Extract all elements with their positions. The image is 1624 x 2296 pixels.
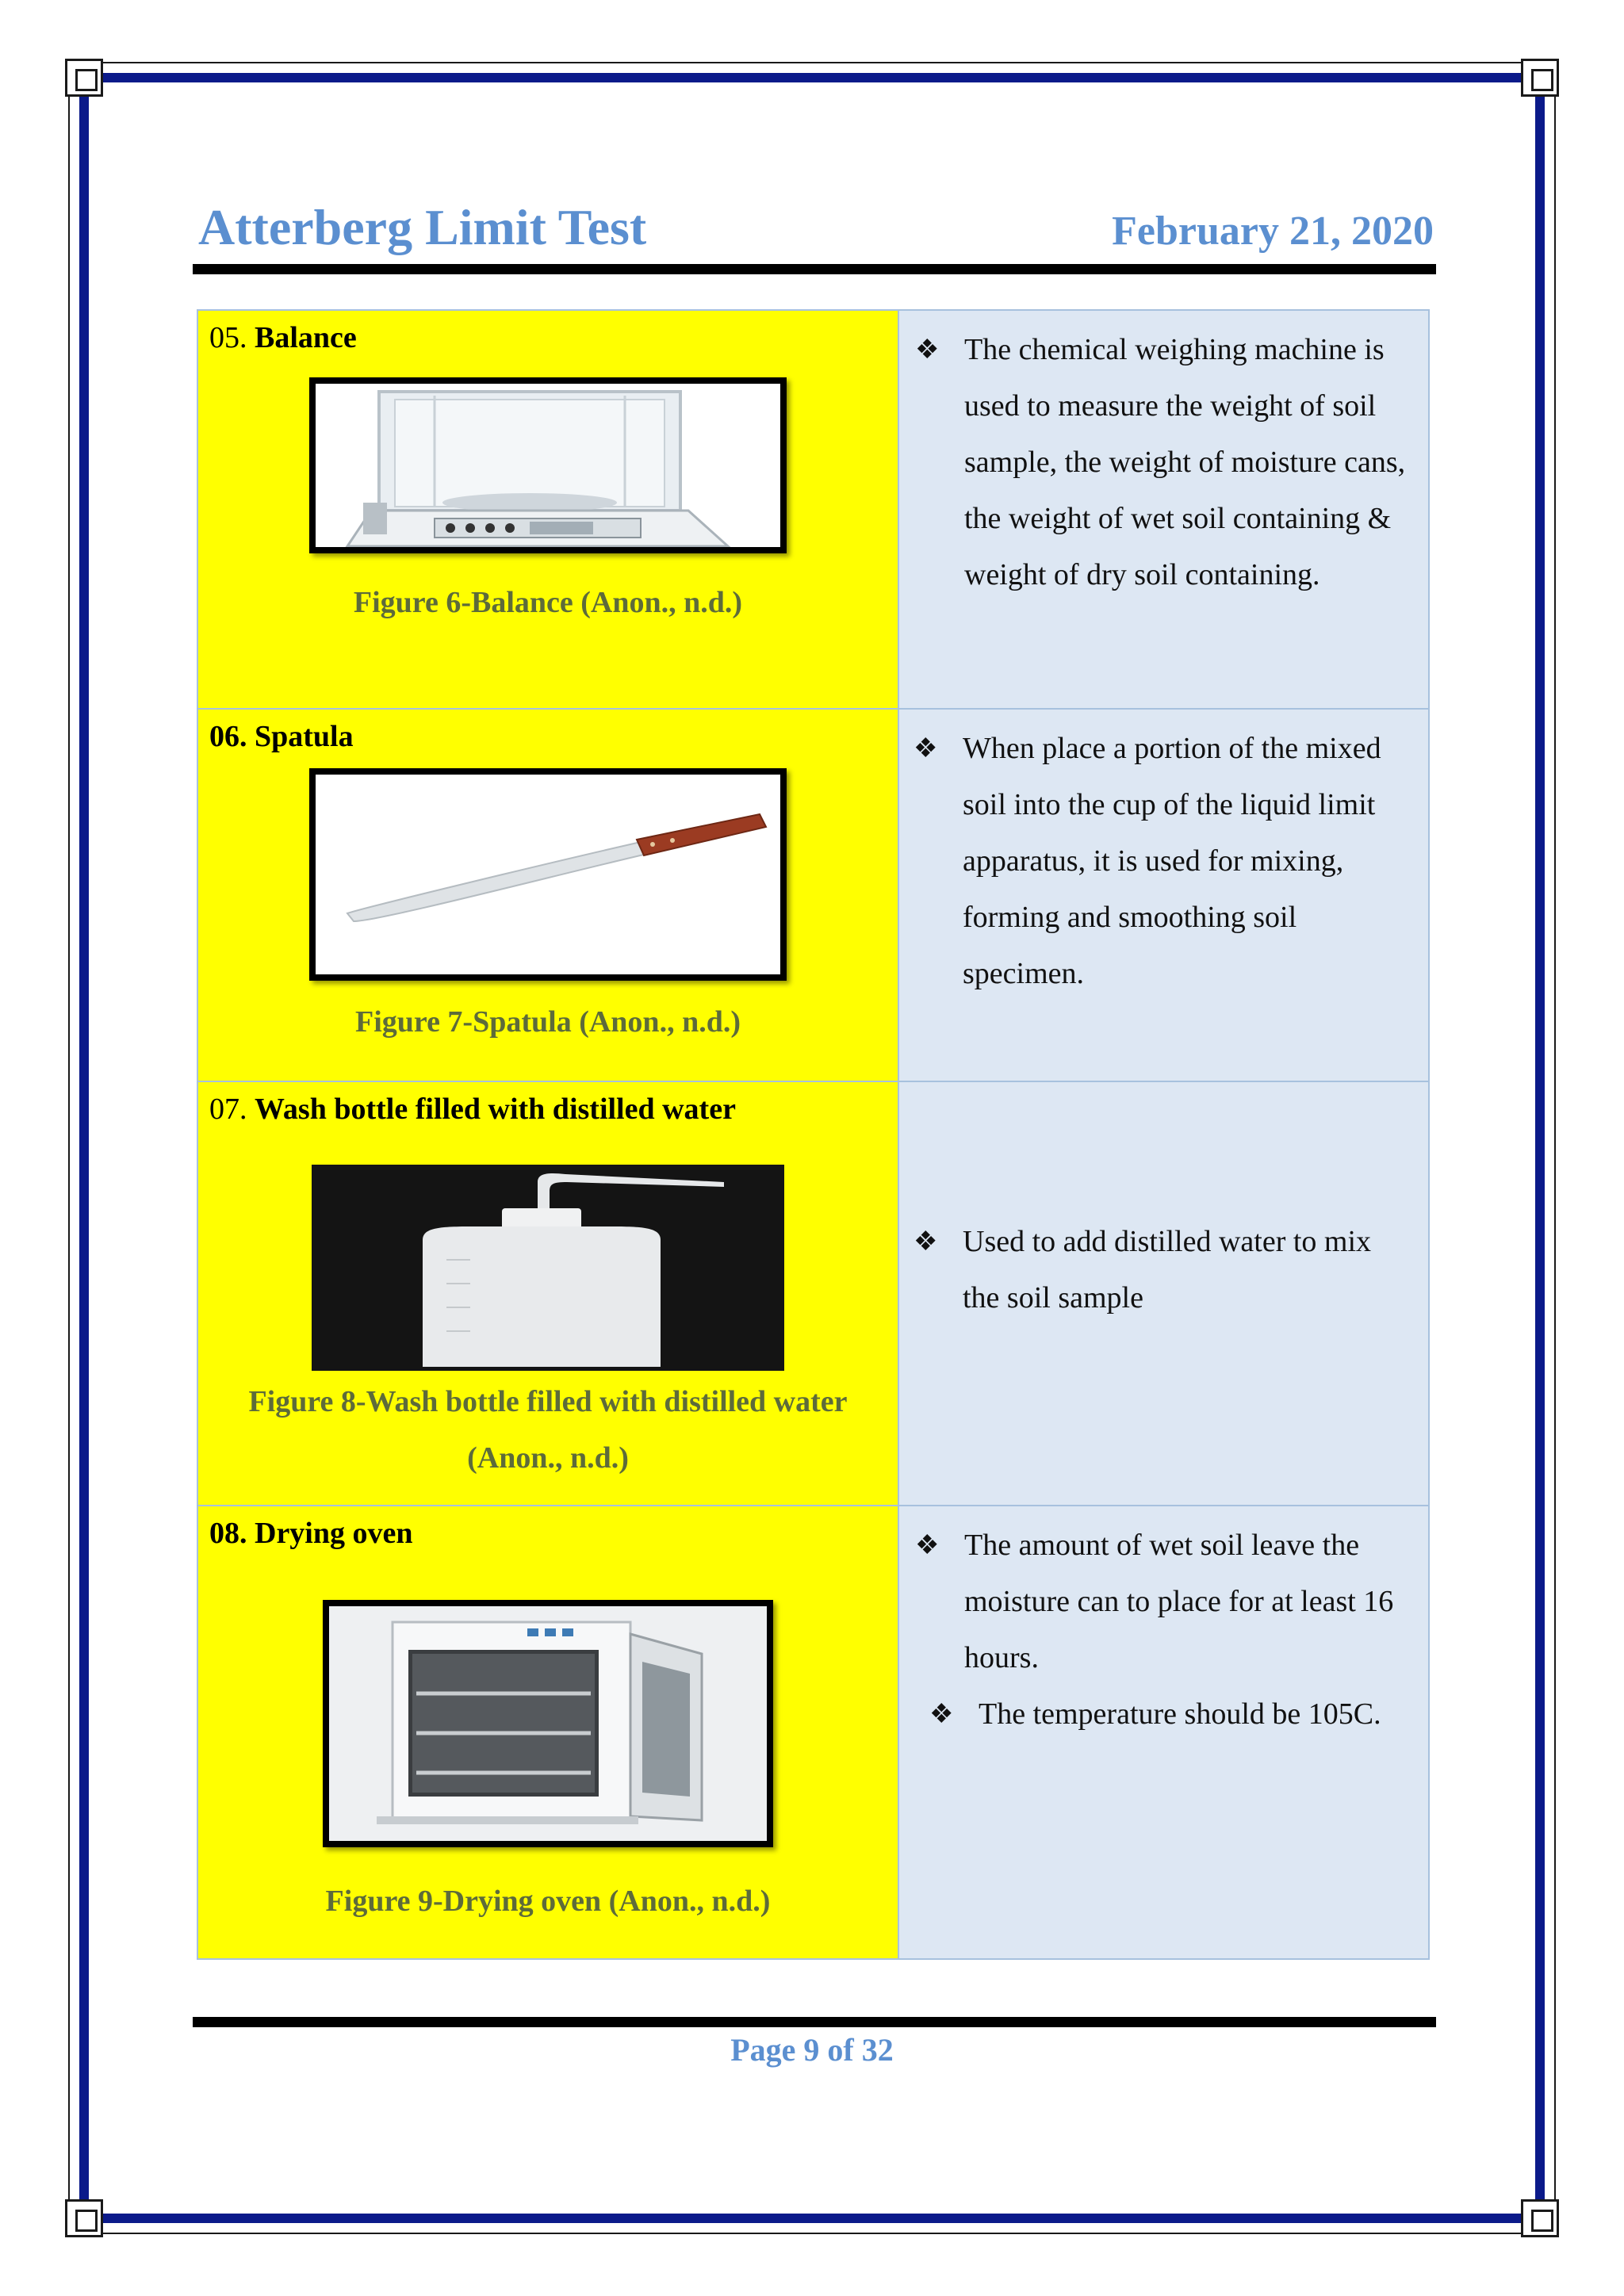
document-title: Atterberg Limit Test	[198, 199, 647, 255]
list-item: ❖ The temperature should be 105C.	[929, 1686, 1412, 1743]
diamond-bullet-icon: ❖	[929, 1700, 954, 1729]
drying-oven-icon	[329, 1606, 767, 1841]
figure-caption: Figure 7-Spatula (Anon., n.d.)	[354, 1005, 741, 1039]
header-rule	[193, 264, 1436, 274]
table-row	[197, 310, 1429, 709]
diamond-bullet-icon: ❖	[915, 1531, 940, 1560]
item-name: Drying oven	[255, 1517, 413, 1550]
list-item: ❖ Used to add distilled water to mix the soil sample	[914, 1214, 1412, 1326]
balance-icon	[316, 384, 780, 547]
spatula-icon	[316, 775, 780, 974]
list-item: ❖ The chemical weighing machine is used to measure the weight of soil sample, the weight of moisture cans, the weight of wet soil containing & weight of dry soil containing.	[915, 322, 1412, 603]
item-heading	[198, 710, 898, 754]
item-heading	[198, 1082, 898, 1127]
description-list	[899, 710, 1428, 1002]
corner-ornament-tr	[1521, 59, 1559, 97]
balance-photo	[309, 377, 787, 553]
page-number: Page 9 of 32	[730, 2032, 894, 2068]
wash-bottle-photo	[312, 1165, 784, 1371]
description-cell	[898, 1506, 1429, 1959]
item-number: 06.	[209, 720, 247, 753]
description-cell	[898, 1081, 1429, 1506]
item-name: Balance	[255, 321, 357, 354]
item-heading	[198, 311, 898, 355]
footer-rule	[193, 2017, 1436, 2027]
equipment-cell	[197, 709, 898, 1081]
description-cell	[898, 709, 1429, 1081]
description-list	[899, 1214, 1428, 1374]
item-number: 07.	[209, 1093, 247, 1126]
description-cell	[898, 310, 1429, 709]
figure-caption: Figure 8-Wash bottle filled with distilled water (Anon., n.d.)	[248, 1385, 848, 1475]
spatula-photo	[309, 768, 787, 981]
corner-ornament-br	[1521, 2199, 1559, 2237]
table-row	[197, 1081, 1429, 1506]
diamond-bullet-icon: ❖	[914, 734, 938, 763]
item-name: Wash bottle filled with distilled water	[255, 1093, 736, 1126]
figure-caption: Figure 9-Drying oven (Anon., n.d.)	[325, 1885, 771, 1918]
equipment-cell	[197, 310, 898, 709]
equipment-table	[197, 309, 1430, 1960]
document-date: February 21, 2020	[1112, 209, 1434, 254]
corner-ornament-tl	[65, 59, 103, 97]
item-number: 08.	[209, 1517, 247, 1550]
description-list	[899, 1506, 1428, 1743]
figure-caption: Figure 6-Balance (Anon., n.d.)	[353, 586, 743, 619]
list-item: ❖ When place a portion of the mixed soil into the cup of the liquid limit apparatus, it is used for mixing, forming and smoothing soil specimen.	[914, 721, 1412, 1002]
drying-oven-photo	[323, 1600, 773, 1847]
item-number: 05.	[209, 321, 247, 354]
equipment-cell	[197, 1081, 898, 1506]
list-item: ❖ The amount of wet soil leave the moisture can to place for at least 16 hours.	[915, 1517, 1412, 1686]
corner-ornament-bl	[65, 2199, 103, 2237]
item-heading	[198, 1506, 898, 1551]
item-name: Spatula	[255, 720, 354, 753]
diamond-bullet-icon: ❖	[914, 1226, 938, 1257]
diamond-bullet-icon: ❖	[915, 335, 940, 365]
wash-bottle-icon	[312, 1165, 784, 1371]
table-row	[197, 709, 1429, 1081]
equipment-cell	[197, 1506, 898, 1959]
description-list	[899, 311, 1428, 603]
table-row	[197, 1506, 1429, 1959]
